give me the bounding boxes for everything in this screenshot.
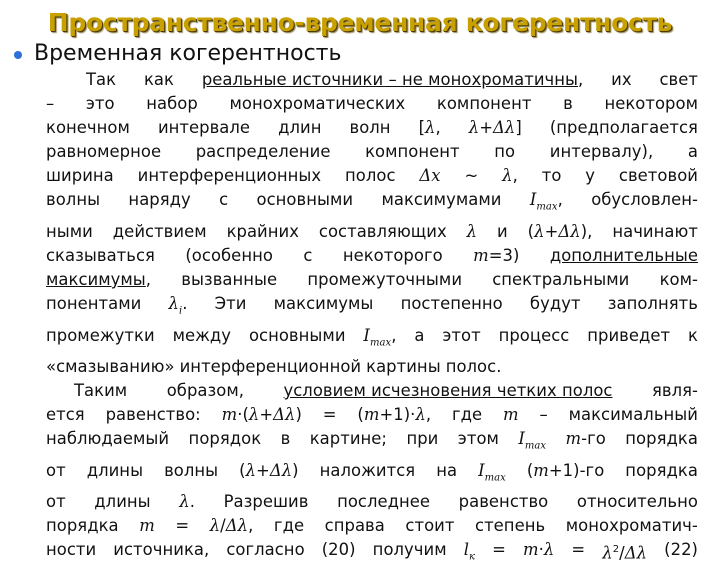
text-line: «смазыванию» интерференционной картины полос. xyxy=(46,356,502,376)
text-line: ется равенство: m·(λ+Δλ) = (m+1)·λ, где m – максимальный xyxy=(46,405,698,425)
text-line: ширина интерференционных полос Δx ~ λ, то у световой xyxy=(46,166,698,186)
text-line: волны наряду с основными максимумами $I_{max}$, обусловлен- xyxy=(46,190,698,213)
text-line: наблюдаемый порядок в картине; при этом $I_{max}$ m-го порядка xyxy=(46,429,698,452)
body-paragraph xyxy=(46,68,698,569)
bullet-dot-icon xyxy=(14,51,22,59)
bullet-heading xyxy=(14,41,341,66)
text-line: от длины волны (λ+Δλ) наложится на $I_{max}$ (m+1)-го порядка xyxy=(46,460,698,483)
text-line: Таким образом, условием исчезновения четких полос явля- xyxy=(74,380,698,400)
text-line: от длины λ. Разрешив последнее равенство относительно xyxy=(46,491,698,511)
text-line: промежутки между основными $I_{max}$, а этот процесс приведет к xyxy=(46,325,698,348)
slide-title: Пространственно-временная когерентность xyxy=(47,8,673,37)
text-line: равномерное распределение компонент по интервалу), а xyxy=(46,142,698,162)
text-line: ности источника, согласно (20) получим $l_к$ = m·λ = $\lambda^2/\Delta\lambda$ (22) xyxy=(46,540,698,563)
text-line: сказываться (особенно с некоторого m=3) дополнительные xyxy=(46,245,698,265)
text-line: понентами $\lambda_i$. Эти максимумы постепенно будут заполнять xyxy=(46,294,698,317)
text-line: Так как реальные источники – не монохроматичны, их свет xyxy=(86,70,698,89)
text-line: конечном интервале длин волн [λ, λ+Δλ] (предполагается xyxy=(46,118,698,138)
text-line: ными действием крайних составляющих λ и (λ+Δλ), начинают xyxy=(46,221,698,241)
text-line: максимумы, вызванные промежуточными спектральными ком- xyxy=(46,270,698,290)
text-line: порядка m = λ/Δλ, где справа стоит степень монохроматич- xyxy=(46,516,698,535)
text-line: – это набор монохроматических компонент в некотором xyxy=(46,94,698,114)
bullet-heading-text: Временная когерентность xyxy=(34,41,342,66)
